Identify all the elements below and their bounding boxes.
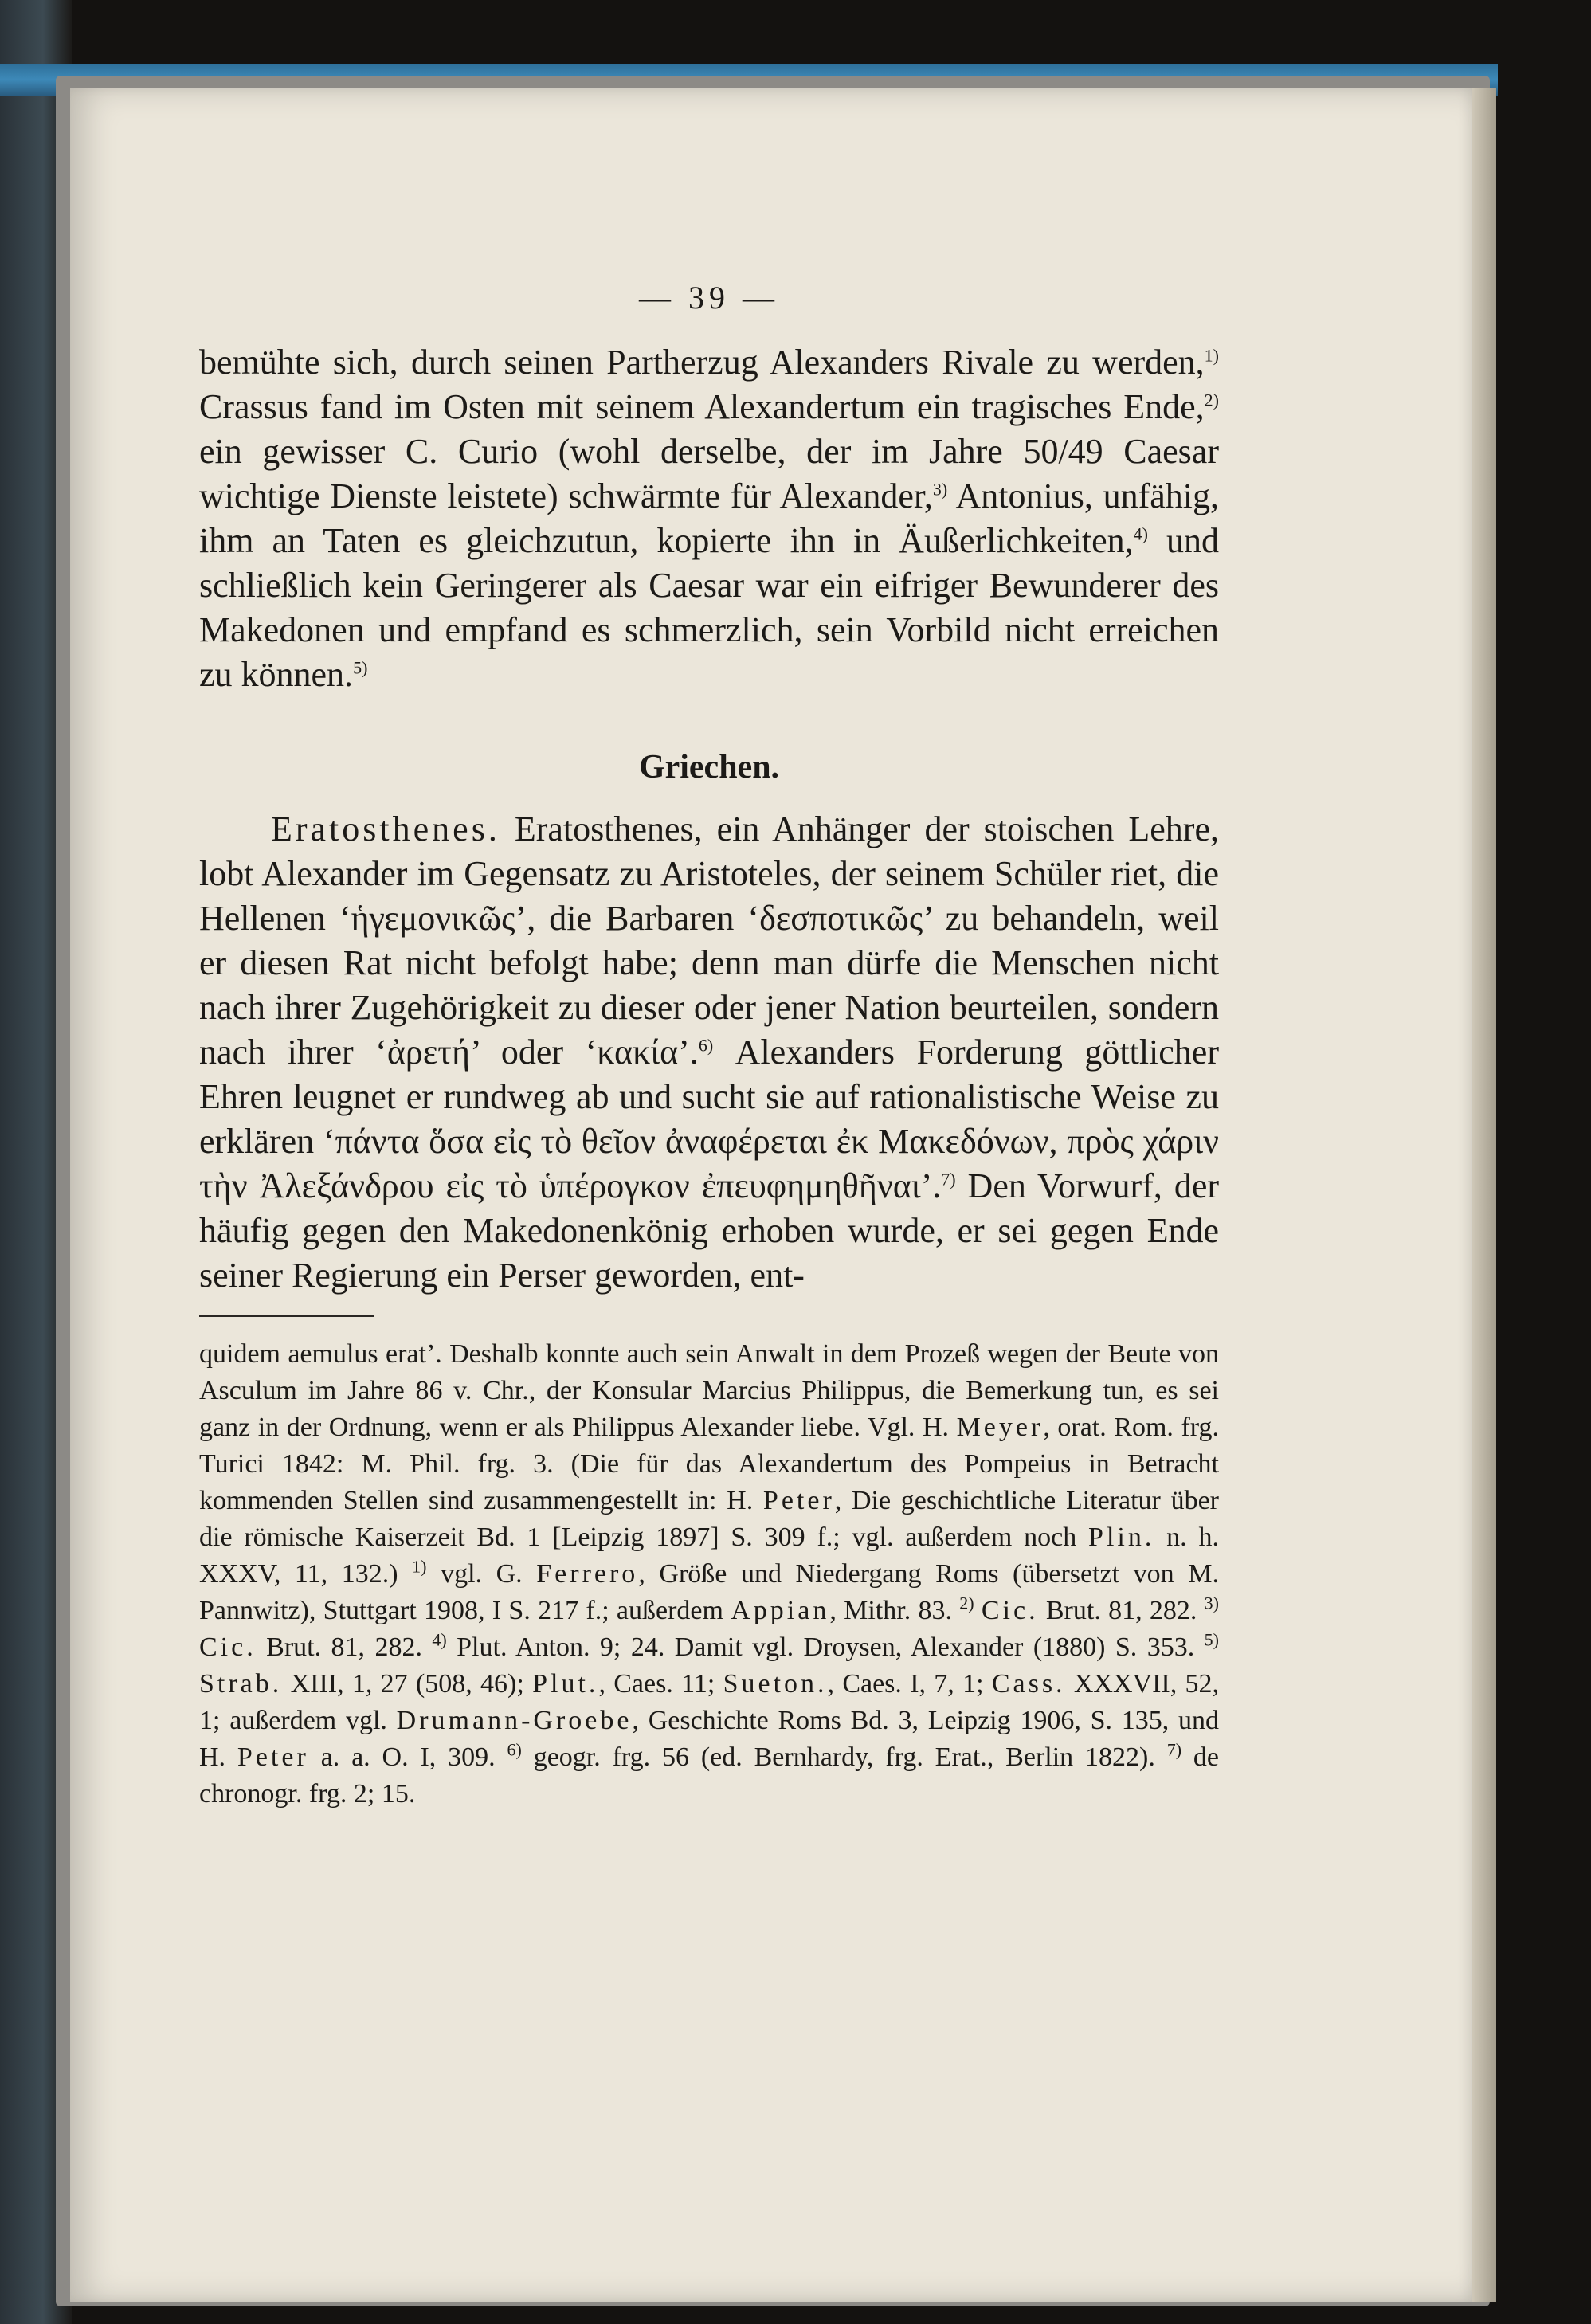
spaced-name: Cass. xyxy=(991,1669,1066,1699)
text-run: , Geschichte Roms Bd. 3, Leipzig 1906, S. 135, und H. xyxy=(199,1706,1219,1772)
footnotes xyxy=(199,1336,1219,1813)
text-run: Plut. Anton. 9; 24. Damit vgl. Droysen, Alexander (1880) S. 353. xyxy=(446,1632,1205,1662)
text-run: ein gewisser C. Curio (wohl derselbe, der im Jahre 50/49 Caesar wichtige Dienste leistete) schwärmte für Alexander, xyxy=(199,432,1219,515)
text-run: , orat. Rom. frg. Turici 1842: M. Phil. frg. 3. (Die für das Alexandertum des Pompeius in Betracht kommenden Stellen sind zusammengestellt in: H. xyxy=(199,1413,1219,1515)
text-run: Den Vorwurf, der häufig gegen den Makedonenkönig erhoben wurde, er sei gegen Ende seiner Regierung ein Perser geworden, ent- xyxy=(199,1166,1220,1295)
footnote-marker: 1) xyxy=(412,1556,427,1577)
paragraph-lead: Eratosthenes. xyxy=(271,809,500,848)
text-run: bemühte sich, durch seinen Partherzug Alexanders Rivale zu werden, xyxy=(199,343,1205,382)
footnote-marker: 3) xyxy=(932,479,948,500)
spaced-name: Strab. xyxy=(199,1669,283,1699)
spaced-name: Appian xyxy=(731,1596,830,1625)
footnote-marker: 7) xyxy=(1166,1739,1182,1760)
text-run: , Die geschichtliche Literatur über die römische Kaiserzeit Bd. 1 [Leipzig 1897] S. 309 f.; vgl. außerdem noch xyxy=(199,1486,1219,1552)
spaced-name: Plin. xyxy=(1088,1523,1155,1552)
paragraph-eratosthenes xyxy=(199,807,1219,1298)
paragraph-romans xyxy=(199,340,1219,697)
text-run: , Caes. 11; xyxy=(598,1669,723,1699)
text-run: vgl. G. xyxy=(426,1559,537,1589)
footnote-marker: 4) xyxy=(432,1629,447,1650)
text-run: de chronogr. frg. 2; 15. xyxy=(199,1742,1219,1809)
footnote-rule xyxy=(199,1315,374,1317)
spaced-name: Cic. xyxy=(199,1632,257,1662)
text-run: Brut. 81, 282. xyxy=(256,1632,433,1662)
text-run: n. h. XXXV, 11, 132.) xyxy=(199,1523,1219,1589)
footnote-marker: 6) xyxy=(507,1739,522,1760)
section-heading: Griechen. xyxy=(638,749,780,786)
text-run: Brut. 81, 282. xyxy=(1038,1596,1205,1625)
page-content xyxy=(199,279,1219,1813)
paragraph-eratosthenes-body xyxy=(199,809,1219,1295)
footnote-marker: 2) xyxy=(1204,390,1219,410)
text-run: XIII, 1, 27 (508, 46); xyxy=(282,1669,533,1699)
text-run: , Caes. I, 7, 1; xyxy=(827,1669,992,1699)
page-number: — 39 — xyxy=(639,280,779,315)
text-run: geogr. frg. 56 (ed. Bernhardy, frg. Erat., Berlin 1822). xyxy=(521,1742,1167,1772)
text-run: , Größe und Niedergang Roms (übersetzt von M. Pannwitz), Stuttgart 1908, I S. 217 f.; außerdem xyxy=(199,1559,1219,1625)
footnote-marker: 1) xyxy=(1204,345,1219,366)
spaced-name: Cic. xyxy=(981,1596,1039,1625)
footnote-marker: 4) xyxy=(1133,523,1148,544)
spaced-name: Peter xyxy=(762,1486,835,1515)
text-run: , Mithr. 83. xyxy=(829,1596,960,1625)
footnote-marker: 6) xyxy=(698,1035,714,1056)
footnote-marker: 5) xyxy=(353,657,368,678)
text-run: Antonius, unfähig, ihm an Taten es gleichzutun, kopierte ihn in Äußerlichkeiten, xyxy=(199,476,1220,560)
footnote-marker: 5) xyxy=(1204,1629,1219,1650)
footnote-marker: 3) xyxy=(1204,1593,1219,1613)
spaced-name: Drumann-Groebe xyxy=(396,1706,633,1735)
footnote-marker: 2) xyxy=(959,1593,974,1613)
spaced-name: Meyer xyxy=(956,1413,1044,1442)
text-run: und schließlich kein Geringerer als Caesar war ein eifriger Bewunderer des Makedonen und empfand es schmerzlich, sein Vorbild nicht erreichen zu können. xyxy=(199,521,1219,694)
text-run: XXXVII, 52, 1; außerdem vgl. xyxy=(199,1669,1219,1735)
text-run: quidem aemulus erat’. Deshalb konnte auch sein Anwalt in dem Prozeß wegen der Beute von Asculum im Jahre 86 v. Chr., der Konsular Marcius Philippus, die Bemerkung tun, es sei ganz in der Ordnung, wenn er als Philippus Alexander liebe. Vgl. H. xyxy=(199,1339,1219,1442)
page-right-edge xyxy=(1472,88,1496,2302)
text-run: Crassus fand im Osten mit seinem Alexandertum ein tragisches Ende, xyxy=(199,387,1205,426)
footnote-marker: 7) xyxy=(941,1169,956,1189)
spaced-name: Ferrero xyxy=(536,1559,639,1589)
spaced-name: Peter xyxy=(237,1742,309,1772)
text-run xyxy=(974,1596,982,1625)
text-run: Eratosthenes, ein Anhänger der stoischen Lehre, lobt Alexander im Gegensatz zu Aristoteles, der seinem Schüler riet, die Hellenen ‘ἡγεμονικῶς’, die Barbaren ‘δεσποτικῶς’ zu behandeln, weil er diesen Rat nicht befolgt habe; denn man dürfe die Menschen nicht nach ihrer Zugehörigkeit zu dieser oder jener Nation beurteilen, sondern nach ihrer ‘ἀρετή’ oder ‘κακία’. xyxy=(199,809,1219,1072)
spaced-name: Plut. xyxy=(532,1669,599,1699)
spaced-name: Sueton. xyxy=(723,1669,828,1699)
text-run: a. a. O. I, 309. xyxy=(308,1742,507,1772)
text-run: Alexanders Forderung göttlicher Ehren leugnet er rundweg ab und sucht sie auf rationalistische Weise zu erklären ‘πάντα ὅσα εἰς τὸ θεῖον ἀναφέρεται ἐκ Μακεδόνων, πρὸς χάριν τὴν Ἀλεξάνδρου εἰς τὸ ὑπέρογκον ἐπευφημηθῆναι’. xyxy=(199,1033,1219,1205)
